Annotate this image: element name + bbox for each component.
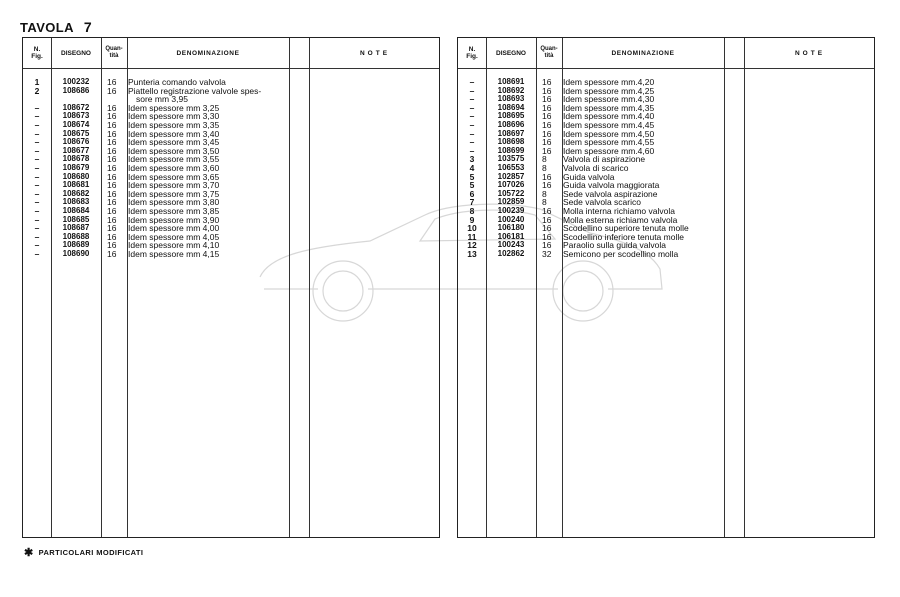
disegno-cell: 100232 (62, 77, 90, 86)
quantity-cell: 16 (542, 137, 552, 148)
denominazione-cell: Scodellino inferiore tenuta molle (563, 231, 684, 242)
header-qty-line1: Quan- (105, 46, 123, 52)
header-note: NOTE (794, 49, 826, 57)
table-body-left (23, 78, 439, 258)
disegno-cell: 108677 (62, 145, 90, 155)
quantity-cell: 16 (107, 162, 117, 173)
fig-cell: – (469, 77, 475, 87)
fig-cell: – (34, 248, 40, 259)
page-title-number: 7 (83, 19, 93, 35)
disegno-cell: 108678 (62, 154, 90, 164)
quantity-cell: 8 (542, 154, 547, 165)
header-qty-line2: tità (544, 53, 554, 59)
quantity-cell: 16 (542, 171, 552, 182)
header-quantity (536, 38, 562, 68)
quantity-cell: 16 (542, 205, 552, 216)
denominazione-cell: Idem spessore mm 3,80 (128, 197, 220, 208)
fig-cell: – (469, 85, 475, 96)
table-row (23, 87, 439, 96)
quantity-cell: 16 (107, 171, 117, 182)
fig-cell: – (34, 180, 40, 191)
fig-cell: 5 (469, 171, 475, 182)
denominazione-cell: Idem spessore mm 3,65 (128, 171, 220, 182)
disegno-cell: 108687 (62, 223, 90, 233)
quantity-cell: 16 (542, 223, 552, 234)
disegno-cell: 108675 (62, 128, 90, 138)
header-denominazione: DENOMINAZIONE (176, 49, 240, 57)
denominazione-cell: Idem spessore mm 3,25 (128, 102, 220, 113)
denominazione-cell: Sede valvola scarico (563, 197, 641, 208)
quantity-cell: 16 (107, 180, 117, 191)
fig-cell: – (34, 240, 40, 251)
quantity-cell: 16 (107, 188, 117, 199)
parts-table-right (457, 37, 875, 538)
fig-cell: 2 (34, 85, 40, 96)
quantity-cell: 16 (542, 240, 552, 251)
asterisk-icon: ✱ (24, 547, 34, 559)
fig-cell: – (469, 128, 475, 139)
denominazione-cell: Valvola di scarico (563, 162, 629, 173)
fig-cell: – (34, 188, 40, 199)
quantity-cell: 16 (542, 180, 552, 191)
quantity-cell: 16 (542, 231, 552, 242)
quantity-cell: 16 (107, 137, 117, 148)
fig-cell: 12 (467, 240, 477, 251)
quantity-cell: 8 (542, 188, 547, 199)
header-quantity (101, 38, 127, 68)
denominazione-cell: Idem spessore mm.4,40 (563, 111, 655, 122)
quantity-cell: 16 (107, 145, 117, 156)
header-disegno: DISEGNO (496, 49, 526, 57)
header-fig-line1: N. (468, 46, 476, 53)
fig-cell: – (34, 154, 40, 165)
table-row (458, 250, 874, 259)
quantity-cell: 16 (107, 223, 117, 234)
denominazione-cell: Guida valvola maggiorata (563, 180, 660, 191)
disegno-cell: 108697 (497, 128, 525, 138)
denominazione-cell: Idem spessore mm.4,45 (563, 119, 655, 130)
quantity-cell: 16 (542, 94, 552, 105)
quantity-cell: 16 (107, 214, 117, 225)
fig-cell: – (469, 137, 475, 148)
fig-cell: – (34, 231, 40, 242)
fig-cell: – (34, 111, 40, 122)
fig-cell: 6 (469, 188, 475, 199)
parts-table-left (22, 37, 440, 538)
denominazione-cell: Idem spessore mm.4,60 (563, 145, 655, 156)
disegno-cell: 102857 (497, 171, 525, 181)
quantity-cell: 16 (107, 197, 117, 208)
fig-cell: – (34, 137, 40, 148)
quantity-cell: 16 (107, 240, 117, 251)
denominazione-cell: Idem spessore mm.4,20 (563, 77, 655, 87)
denominazione-cell: Punteria comando valvola (128, 77, 226, 87)
disegno-cell: 108696 (497, 119, 525, 129)
denominazione-cell: Valvola di aspirazione (563, 154, 646, 165)
page-title-label: TAVOLA (20, 20, 74, 35)
denominazione-cell: Idem spessore mm 3,35 (128, 119, 220, 130)
disegno-cell: 106181 (497, 231, 525, 241)
denominazione-cell: Idem spessore mm.4,25 (563, 85, 655, 96)
disegno-cell: 108694 (497, 102, 525, 112)
disegno-cell: 108673 (62, 111, 90, 121)
denominazione-cell: Idem spessore mm 3,40 (128, 128, 220, 139)
denominazione-cell: Idem spessore mm 3,90 (128, 214, 220, 225)
fig-cell: 8 (469, 205, 475, 216)
quantity-cell: 16 (542, 102, 552, 113)
quantity-cell: 16 (107, 119, 117, 130)
denominazione-cell: Idem spessore mm 3,70 (128, 180, 220, 191)
disegno-cell: 100239 (497, 205, 525, 215)
disegno-cell: 102859 (497, 197, 525, 207)
header-rule (23, 68, 439, 69)
quantity-cell: 16 (107, 154, 117, 165)
disegno-cell: 108672 (62, 102, 90, 112)
quantity-cell: 16 (542, 77, 552, 87)
fig-cell: 7 (469, 197, 475, 208)
quantity-cell: 16 (542, 145, 552, 156)
denominazione-cell: Idem spessore mm.4,35 (563, 102, 655, 113)
header-note: NOTE (359, 49, 391, 57)
denominazione-cell: Idem spessore mm.4,50 (563, 128, 655, 139)
disegno-cell: 108680 (62, 171, 90, 181)
denominazione-cell: Idem spessore mm 3,45 (128, 137, 220, 148)
denominazione-cell: Idem spessore mm 4,15 (128, 248, 220, 259)
disegno-cell: 107026 (497, 180, 525, 190)
header-rule (458, 68, 874, 69)
quantity-cell: 8 (542, 162, 547, 173)
disegno-cell: 108690 (62, 248, 90, 258)
fig-cell: 10 (467, 223, 477, 234)
footnote-text: PARTICOLARI MODIFICATI (38, 548, 144, 557)
disegno-cell: 108674 (62, 119, 90, 129)
fig-cell: – (34, 205, 40, 216)
header-fig-line1: N. (33, 46, 41, 53)
fig-cell: 4 (469, 162, 475, 173)
disegno-cell: 106180 (497, 223, 525, 233)
denominazione-cell: Idem spessore mm 3,55 (128, 154, 220, 165)
quantity-cell: 16 (107, 77, 117, 87)
disegno-cell: 108682 (62, 188, 90, 198)
footnote (24, 546, 143, 559)
disegno-cell: 102862 (497, 248, 525, 258)
denominazione-cell: sore mm 3,95 (136, 94, 188, 105)
disegno-cell: 108681 (62, 180, 90, 190)
fig-cell: 13 (467, 248, 477, 259)
denominazione-cell: Idem spessore mm 3,30 (128, 111, 220, 122)
disegno-cell: 108679 (62, 162, 90, 172)
denominazione-cell: Idem spessore mm.4,30 (563, 94, 655, 105)
disegno-cell: 108686 (62, 85, 90, 95)
denominazione-cell: Idem spessore mm.4,55 (563, 137, 655, 148)
quantity-cell: 32 (542, 248, 552, 259)
quantity-cell: 16 (107, 111, 117, 122)
denominazione-cell: Idem spessore mm 3,60 (128, 162, 220, 173)
header-fig (23, 38, 51, 68)
quantity-cell: 16 (542, 128, 552, 139)
denominazione-cell: Idem spessore mm 3,75 (128, 188, 220, 199)
denominazione-cell: Semicono per scodellino molla (563, 248, 679, 259)
fig-cell: – (469, 119, 475, 130)
disegno-cell: 108688 (62, 231, 90, 241)
fig-cell: – (469, 111, 475, 122)
disegno-cell: 106553 (497, 162, 525, 172)
fig-cell: – (34, 145, 40, 156)
denominazione-cell: Guida valvola (563, 171, 615, 182)
denominazione-cell: Idem spessore mm 4,05 (128, 231, 220, 242)
denominazione-cell: Idem spessore mm 4,00 (128, 223, 220, 234)
fig-cell: – (34, 119, 40, 130)
disegno-cell: 108692 (497, 85, 525, 95)
denominazione-cell: Idem spessore mm 3,85 (128, 205, 220, 216)
fig-cell: – (34, 102, 40, 113)
fig-cell: – (34, 171, 40, 182)
page-title (20, 19, 92, 35)
quantity-cell: 16 (107, 231, 117, 242)
fig-cell: 11 (467, 231, 477, 242)
denominazione-cell: Paraolio sulla guida valvola (563, 240, 667, 251)
denominazione-cell: Idem spessore mm 3,50 (128, 145, 220, 156)
disegno-cell: 108676 (62, 137, 90, 147)
quantity-cell: 16 (107, 205, 117, 216)
quantity-cell: 16 (107, 102, 117, 113)
header-disegno: DISEGNO (61, 49, 91, 57)
denominazione-cell: Piattello registrazione valvole spes- (128, 85, 262, 96)
disegno-cell: 108685 (62, 214, 90, 224)
header-qty-line1: Quan- (540, 46, 558, 52)
quantity-cell: 16 (107, 128, 117, 139)
fig-cell: – (34, 162, 40, 173)
disegno-cell: 108683 (62, 197, 90, 207)
fig-cell: – (34, 223, 40, 234)
quantity-cell: 16 (542, 85, 552, 96)
fig-cell: – (469, 102, 475, 113)
fig-cell: – (34, 197, 40, 208)
fig-cell: 9 (469, 214, 475, 225)
denominazione-cell: Sede valvola aspirazione (563, 188, 658, 199)
denominazione-cell: Idem spessore mm 4,10 (128, 240, 220, 251)
header-denominazione: DENOMINAZIONE (611, 49, 675, 57)
quantity-cell: 16 (107, 248, 117, 259)
quantity-cell: 16 (542, 214, 552, 225)
fig-cell: 3 (469, 154, 475, 165)
header-fig-line2: Fig. (466, 53, 478, 60)
fig-cell: 1 (34, 77, 40, 87)
fig-cell: – (34, 128, 40, 139)
header-qty-line2: tità (109, 53, 119, 59)
disegno-cell: 103575 (497, 154, 525, 164)
disegno-cell: 108691 (497, 77, 525, 86)
quantity-cell: 16 (542, 111, 552, 122)
quantity-cell: 8 (542, 197, 547, 208)
table-row (23, 250, 439, 259)
disegno-cell: 100243 (497, 240, 525, 250)
disegno-cell: 108684 (62, 205, 90, 215)
fig-cell: – (34, 214, 40, 225)
denominazione-cell: Molla esterna richiamo valvola (563, 214, 678, 225)
disegno-cell: 100240 (497, 214, 525, 224)
fig-cell: – (469, 145, 475, 156)
disegno-cell: 108698 (497, 137, 525, 147)
fig-cell: – (469, 94, 475, 105)
header-fig-line2: Fig. (31, 53, 43, 60)
quantity-cell: 16 (107, 85, 117, 96)
table-body-right (458, 78, 874, 258)
denominazione-cell: Molla interna richiamo valvola (563, 205, 675, 216)
fig-cell: 5 (469, 180, 475, 191)
quantity-cell: 16 (542, 119, 552, 130)
disegno-cell: 108695 (497, 111, 525, 121)
disegno-cell: 105722 (497, 188, 525, 198)
denominazione-cell: Scodellino superiore tenuta molle (563, 223, 689, 234)
disegno-cell: 108689 (62, 240, 90, 250)
disegno-cell: 108693 (497, 94, 525, 104)
disegno-cell: 108699 (497, 145, 525, 155)
header-fig (458, 38, 486, 68)
